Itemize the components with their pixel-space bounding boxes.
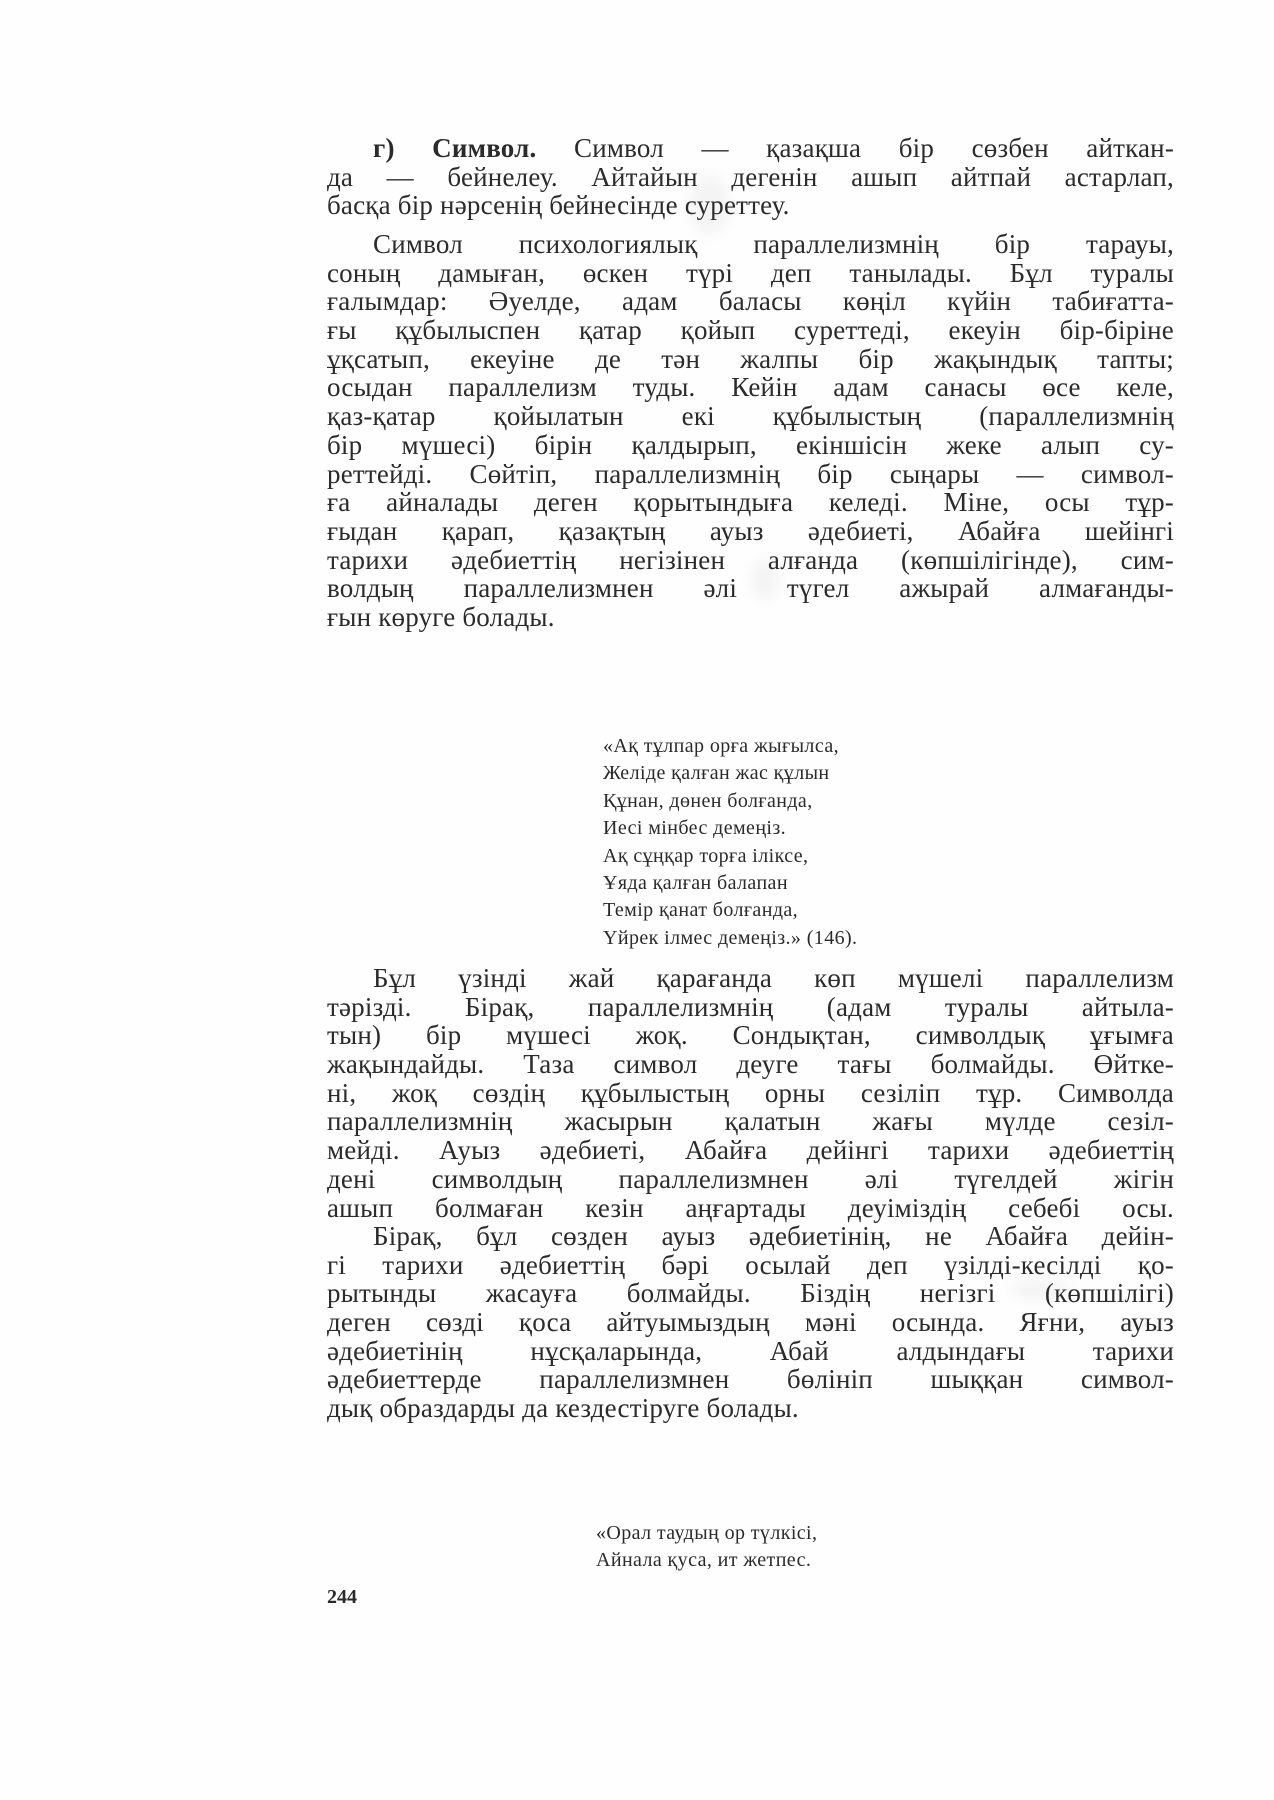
- text-line: да — бейнелеу. Айтайын дегенін ашып айтпай астарлап,: [327, 161, 1174, 192]
- verse-line: Иесі мінбес демеңіз.: [603, 817, 787, 840]
- text-line: деген сөзді қоса айтуымыздың мәні осында. Яғни, ауыз: [327, 1307, 1174, 1338]
- paragraph-conclusion: [327, 1222, 1174, 1423]
- paragraph-symbol-definition: [327, 134, 1174, 220]
- text-line: осыдан параллелизм туды. Кейін адам санасы өсе келе,: [327, 372, 1174, 403]
- text-line: ашып болмаған кезін аңғартады деуіміздің себебі осы.: [327, 1192, 1174, 1223]
- verse-line: Құнан, дөнен болғанда,: [603, 789, 813, 812]
- text-line: ғыдан қарап, қазақтың ауыз әдебиеті, Абайға шейінгі: [327, 515, 1174, 546]
- text-line: гі тарихи әдебиеттің бәрі осылай деп үзілді-кесілді қо-: [327, 1249, 1174, 1280]
- section-heading: г) Символ.: [373, 133, 537, 163]
- text-line: Бірақ, бұл сөзден ауыз әдебиетінің, не Абайға дейін-: [373, 1221, 1174, 1251]
- text-line: басқа бір нәрсенің бейнесінде суреттеу.: [327, 190, 790, 221]
- verse-line: Ұяда қалған балапан: [603, 871, 788, 894]
- text-line: Бұл үзінді жай қарағанда көп мүшелі параллелизм: [373, 963, 1174, 993]
- verse-line: Желіде қалған жас құлын: [603, 762, 830, 785]
- text-line: тарихи әдебиеттің негізінен алғанда (көпшілігінде), сим-: [327, 544, 1174, 575]
- text-line: ғын көруге болады.: [327, 601, 555, 632]
- text-line: ні, жоқ сөздің құбылыстың орны сезіліп тұр. Символда: [327, 1077, 1174, 1108]
- verse-line: Темір қанат болғанда,: [603, 899, 799, 922]
- page-number: 244: [327, 1586, 357, 1608]
- verse-line: Айнала қуса, ит жетпес.: [596, 1549, 812, 1572]
- verse-line: Үйрек ілмес демеңіз.» (146).: [603, 926, 858, 949]
- paragraph-excerpt-analysis: [327, 964, 1174, 1222]
- verse-quote-2: [596, 1520, 1016, 1575]
- text-line: дені символдың параллелизмнен әлі түгелдей жігін: [327, 1163, 1174, 1194]
- verse-line: «Орал таудың ор түлкісі,: [596, 1522, 818, 1544]
- text-line: ғалымдар: Әуелде, адам баласы көңіл күйін табиғатта-: [327, 286, 1174, 317]
- text-line: Символ психологиялық параллелизмнің бір тарауы,: [373, 229, 1174, 259]
- text-line: ға айналады деген қорытындыға келеді. Міне, осы тұр-: [327, 487, 1174, 518]
- verse-line: Ақ сұңқар торға ілiксе,: [603, 844, 809, 867]
- text-line: дық образдарды да кездестіруге болады.: [327, 1393, 799, 1424]
- verse-line: «Ақ тұлпар орға жығылса,: [603, 735, 840, 757]
- text-line: параллелизмнің жасырын қалатын жағы мүлде сезіл-: [327, 1106, 1174, 1137]
- text-line: тәрізді. Бірақ, параллелизмнің (адам туралы айтыла-: [327, 991, 1174, 1022]
- verse-quote-1: [603, 733, 1023, 952]
- text-line: жақындайды. Таза символ деуге тағы болмайды. Өйтке-: [327, 1049, 1174, 1080]
- text-line: соның дамыған, өскен түрі деп танылады. Бұл туралы: [327, 257, 1174, 288]
- text-line: рытынды жасауға болмайды. Біздің негізгі (көпшілігі): [327, 1278, 1174, 1309]
- text-line: г) Символ. Символ — қазақша бір сөзбен айткан-: [373, 133, 1175, 163]
- text-line: ғы құбылыспен қатар қойып суреттеді, екеуін бір-біріне: [327, 315, 1174, 346]
- text-line: реттейді. Сөйтіп, параллелизмнің бір сыңары — символ-: [327, 458, 1174, 489]
- paragraph-psychological-parallelism: [327, 230, 1174, 632]
- text-line: волдың параллелизмнен әлі түгел ажырай алмағанды-: [327, 573, 1174, 604]
- text-line: әдебиетінің нұсқаларында, Абай алдындағы тарихи: [327, 1335, 1174, 1366]
- text-line: мейді. Ауыз әдебиеті, Абайға дейінгі тарихи әдебиеттің: [327, 1135, 1174, 1166]
- text-line: бір мүшесі) бірін қалдырып, екіншісін жеке алып су-: [327, 429, 1174, 460]
- text-line: қаз-қатар қойылатын екі құбылыстың (параллелизмнің: [327, 401, 1174, 432]
- text-line: тын) бір мүшесі жоқ. Сондықтан, символдық ұғымға: [327, 1020, 1174, 1051]
- text-line: ұқсатып, екеуіне де тән жалпы бір жақындық тапты;: [327, 343, 1174, 374]
- text-line: әдебиеттерде параллелизмнен бөлініп шыққан символ-: [327, 1364, 1174, 1395]
